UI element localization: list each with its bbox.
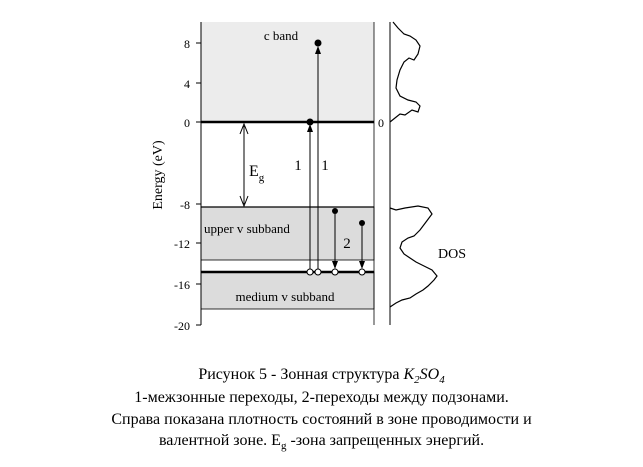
- y-axis-label: Energy (eV): [151, 140, 166, 210]
- figure-caption-line3: валентной зоне. $E_g$ -зона запрещенных энергий.: [158, 432, 485, 452]
- upper-v-subband-label: upper v subband: [204, 221, 290, 236]
- tick-label-neg16: -16: [174, 278, 190, 292]
- dos-valence-curve: [390, 206, 437, 307]
- electron-dot-8: [315, 40, 322, 47]
- electron-dot-upper-1: [332, 208, 338, 214]
- eg-double-arrow: [240, 124, 248, 206]
- figure-caption-line1: 1-межзонные переходы, 2-переходы между подзонами.: [134, 389, 509, 406]
- tick-label-0: 0: [184, 116, 190, 130]
- transition-1-label-b: 1: [321, 158, 329, 174]
- dos-zero-label: 0: [378, 116, 384, 130]
- tick-label-neg8: -8: [180, 198, 190, 212]
- dos-conduction-curve: [390, 22, 420, 122]
- tick-label-neg12: -12: [174, 237, 190, 251]
- electron-dot-upper-2: [359, 220, 365, 226]
- dos-label: DOS: [438, 247, 467, 262]
- figure-caption-line2: Справа показана плотность состояний в зоне проводимости и: [111, 411, 532, 428]
- transition-2-label: 2: [343, 236, 351, 252]
- figure-caption-title: [0, 365, 643, 390]
- tick-label-8: 8: [184, 37, 190, 51]
- tick-label-4: 4: [184, 77, 190, 91]
- caption-title-prefix: Рисунок 5 - Зонная структура: [198, 366, 404, 383]
- y-axis-ticks: [196, 43, 201, 325]
- c-band-label: c band: [263, 28, 299, 43]
- caption-formula: $K_2SO_4$: [403, 366, 445, 386]
- eg-label: $E_g$: [249, 163, 265, 184]
- medium-v-subband-label: medium v subband: [235, 289, 335, 304]
- transition-1-label-a: 1: [294, 158, 302, 174]
- electron-dot-zero: [307, 119, 314, 126]
- tick-label-neg20: -20: [174, 319, 190, 333]
